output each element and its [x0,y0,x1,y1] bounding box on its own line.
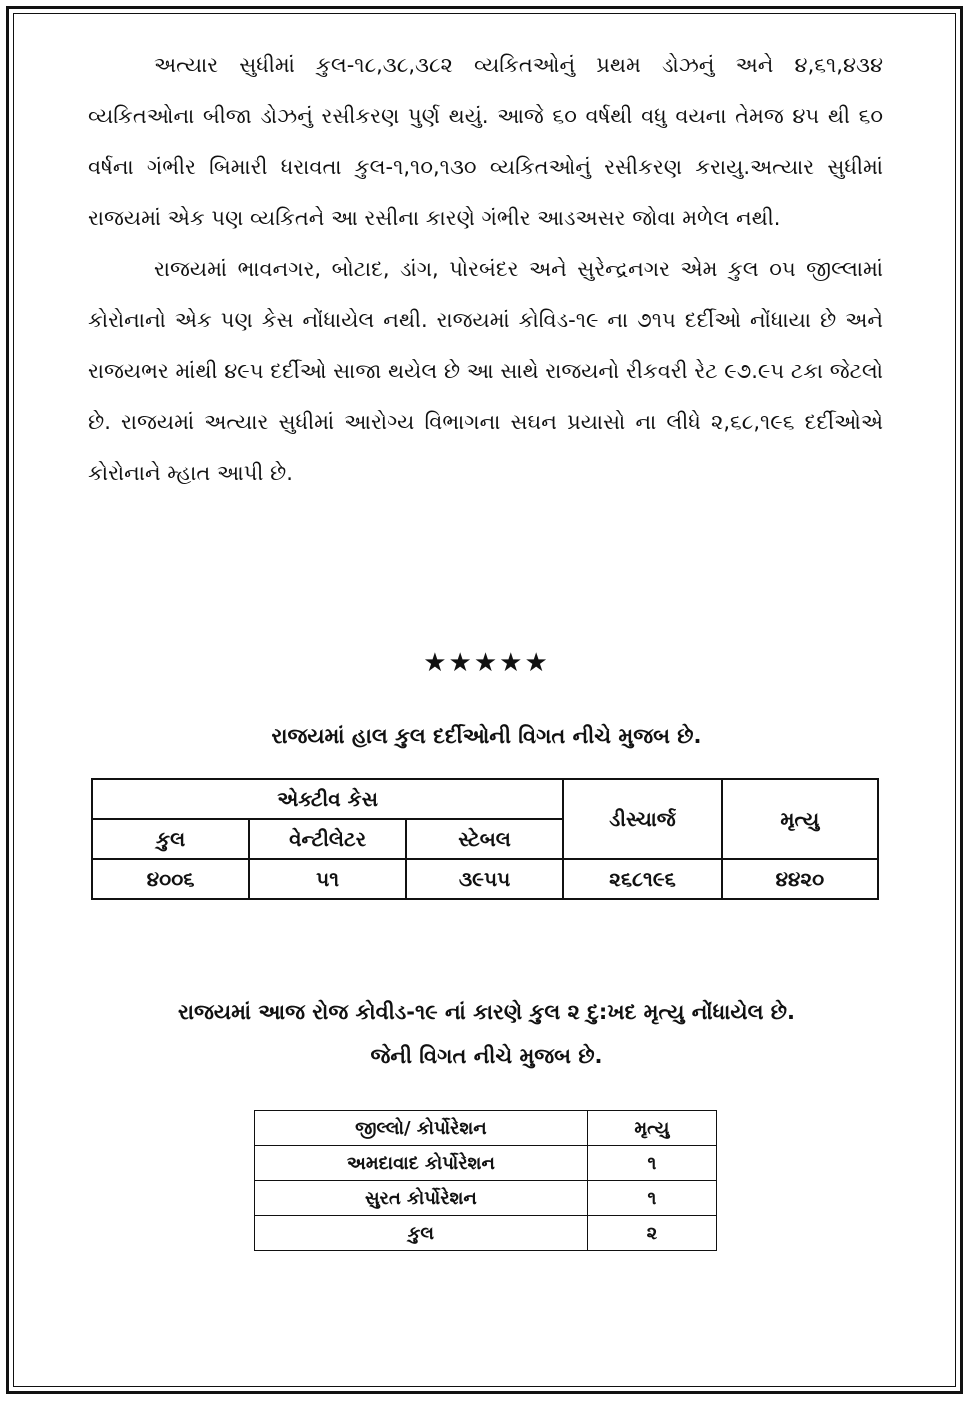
table-row [92,859,878,899]
deaths-heading-line1: રાજયમાં આજ રોજ કોવીડ-૧૯ નાં કારણે કુલ ૨ દુ:ખદ મૃત્યુ નોંધાયેલ છે. [178,1000,795,1024]
paragraph-covid-status: રાજયમાં ભાવનગર, બોટાદ, ડાંગ, પોરબંદર અને સુરેન્દ્રનગર એમ કુલ ૦૫ જીલ્લામાં કોરોનાનો એક પણ કેસ નોંધાયેલ નથી. રાજયમાં કોવિડ-૧૯ ના ૭૧૫ દર્દીઓ નોંધાયા છે અને રાજયભર માંથી ૪૯૫ દર્દીઓ સાજા થયેલ છે આ સાથે રાજયનો રીકવરી રેટ ૯૭.૯૫ ટકા જેટલો છે. રાજયમાં અત્યાર સુધીમાં આરોગ્ય વિભાગના સઘન પ્રયાસો ના લીધે ૨,૬૮,૧૯૬ દર્દીઓએ કોરોનાને મ્હાત આપી છે. [88,257,883,485]
district-header: જીલ્લો/ કોર્પોરેશન [255,1111,588,1146]
ventilator-header: વેન્ટીલેટર [249,819,406,859]
death-count-cell: ૧ [587,1146,716,1181]
table-row [255,1216,717,1251]
stable-header: સ્ટેબલ [406,819,563,859]
deaths-heading-line2: જેની વિગત નીચે મુજબ છે. [370,1044,603,1068]
total-value: ૪૦૦૬ [92,859,249,899]
district-cell: સુરત કોર્પોરેશન [255,1181,588,1216]
total-header: કુલ [92,819,249,859]
table-row [255,1111,717,1146]
stable-value: ૩૯૫૫ [406,859,563,899]
table-row [92,779,878,819]
death-count-cell: ૧ [587,1181,716,1216]
district-cell: કુલ [255,1216,588,1251]
patients-table [91,778,879,900]
paragraph-vaccination: અત્યાર સુધીમાં કુલ-૧૮,૩૮,૩૮૨ વ્યકિતઓનું પ્રથમ ડોઝનું અને ૪,૬૧,૪૩૪ વ્યકિતઓના બીજા ડોઝનું રસીકરણ પુર્ણ થયું. આજે ૬૦ વર્ષથી વધુ વયના તેમજ ૪૫ થી ૬૦ વર્ષના ગંભીર બિમારી ધરાવતા કુલ-૧,૧૦,૧૩૦ વ્યકિતઓનું રસીકરણ કરાયુ.અત્યાર સુધીમાં રાજયમાં એક પણ વ્યકિતને આ રસીના કારણે ગંભીર આડઅસર જોવા મળેલ નથી. [88,53,883,230]
death-header: મૃત્યુ [722,779,878,859]
deaths-heading [0,990,973,1078]
star-separator: ★★★★★ [423,648,550,678]
body-text [88,40,883,499]
district-cell: અમદાવાદ કોર્પોરેશન [255,1146,588,1181]
deaths-table [254,1110,717,1251]
discharge-value: ૨૬૮૧૯૬ [563,859,722,899]
patients-heading: રાજયમાં હાલ કુલ દર્દીઓની વિગત નીચે મુજબ છે. [271,724,702,748]
discharge-header: ડીસ્ચાર્જ [563,779,722,859]
death-count-cell: ૨ [587,1216,716,1251]
table-row [255,1181,717,1216]
ventilator-value: ૫૧ [249,859,406,899]
death-count-header: મૃત્યુ [587,1111,716,1146]
death-value: ૪૪૨૦ [722,859,878,899]
table-row [255,1146,717,1181]
active-cases-header: એક્ટીવ કેસ [92,779,563,819]
